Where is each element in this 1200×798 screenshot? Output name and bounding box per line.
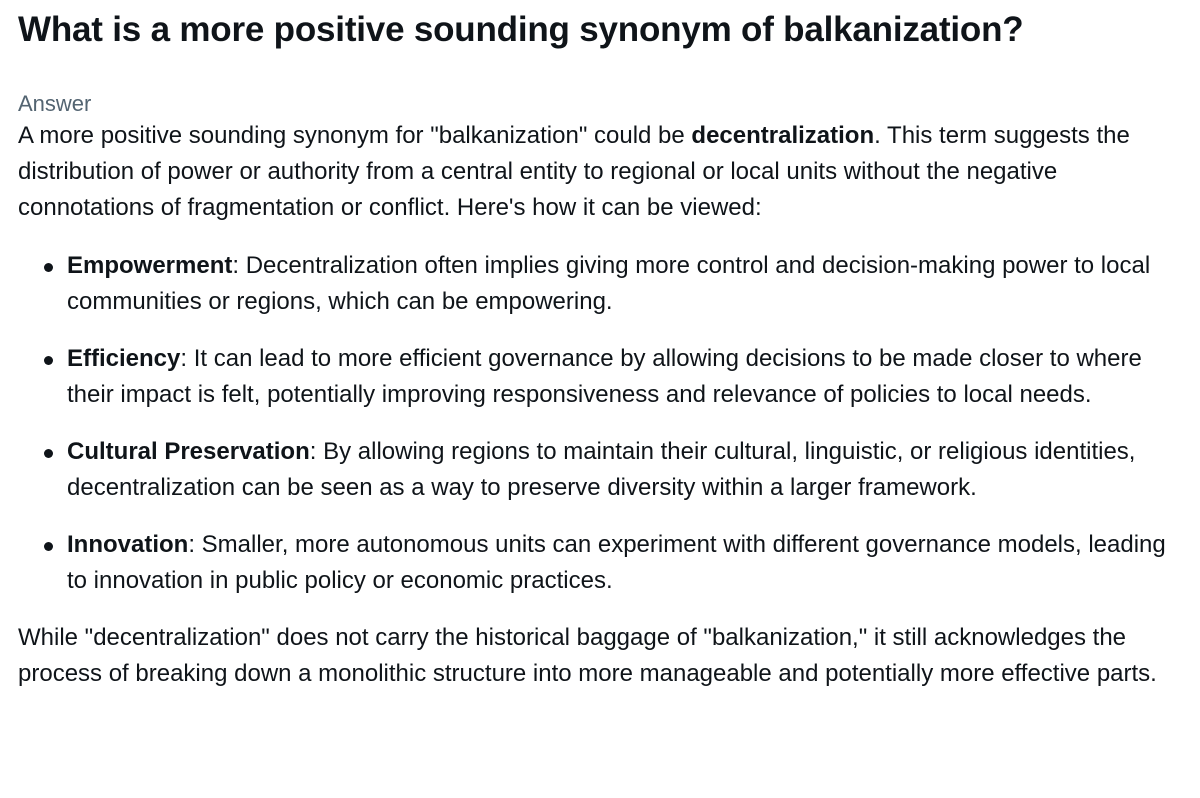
intro-text-start: A more positive sounding synonym for "balkanization" could be xyxy=(18,122,692,149)
point-term: Empowerment xyxy=(67,252,233,279)
point-text: : Smaller, more autonomous units can experiment with different governance models, leading to innovation in public policy or economic practices. xyxy=(67,531,1166,594)
list-item xyxy=(18,527,1186,599)
point-term: Innovation xyxy=(67,531,189,558)
intro-paragraph xyxy=(18,118,1186,226)
list-item xyxy=(18,341,1186,413)
intro-highlight-term: decentralization xyxy=(691,122,875,149)
bullet-icon xyxy=(44,356,53,365)
list-item xyxy=(18,248,1186,320)
bullet-icon xyxy=(44,263,53,272)
point-term: Efficiency xyxy=(67,345,181,372)
points-list xyxy=(18,248,1186,599)
point-text: : By allowing regions to maintain their cultural, linguistic, or religious identities, decentralization can be seen as a way to preserve diversity within a larger framework. xyxy=(67,438,1136,501)
question-title: What is a more positive sounding synonym of balkanization? xyxy=(18,10,1024,49)
point-text: : Decentralization often implies giving more control and decision-making power to local communities or regions, which can be empowering. xyxy=(67,252,1151,315)
bullet-icon xyxy=(44,542,53,551)
answer-label: Answer xyxy=(18,91,92,116)
bullet-icon xyxy=(44,449,53,458)
list-item xyxy=(18,434,1186,506)
point-text: : It can lead to more efficient governance by allowing decisions to be made closer to where their impact is felt, potentially improving responsiveness and relevance of policies to local needs. xyxy=(67,345,1142,408)
point-term: Cultural Preservation xyxy=(67,438,310,465)
closing-paragraph: While "decentralization" does not carry the historical baggage of "balkanization," it still acknowledges the process of breaking down a monolithic structure into more manageable and potentially more effective parts. xyxy=(18,624,1157,687)
intro-text-end: . This term suggests the distribution of power or authority from a central entity to regional or local units without the negative connotations of fragmentation or conflict. Here's how it can be viewed: xyxy=(18,122,1130,221)
